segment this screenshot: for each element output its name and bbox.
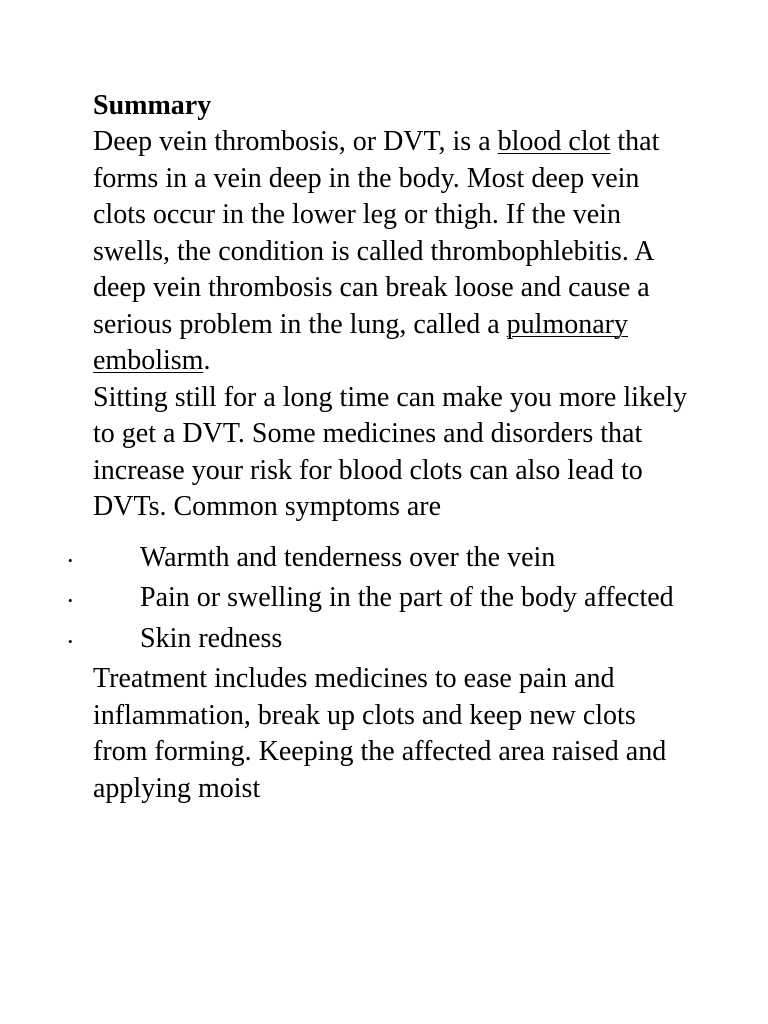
risk-paragraph: Sitting still for a long time can make you more likely to get a DVT. Some medicines and disorders that increase your risk for blood clots can also lead to DVTs. Common symptoms are (93, 381, 688, 522)
bullet-icon: • (68, 552, 73, 568)
intro-text-3: . (203, 345, 211, 376)
symptoms-list (68, 540, 693, 658)
pulmonary-embolism-link[interactable]: pulmonary embolism (93, 308, 628, 376)
intro-text-1: Deep vein thrombosis, or DVT, is a (93, 126, 498, 157)
bullet-icon: • (68, 593, 73, 608)
list-item (68, 621, 693, 658)
list-item-text: Warmth and tenderness over the vein (140, 541, 556, 573)
list-item-text: Skin redness (140, 622, 283, 654)
intro-paragraph (93, 124, 693, 380)
section-heading: Summary (93, 90, 212, 121)
treatment-paragraph: Treatment includes medicines to ease pain and inflammation, break up clots and keep new clots from forming. Keeping the affected area raised and applying moist (93, 663, 667, 804)
blood-clot-link[interactable]: blood clot (497, 126, 611, 157)
list-item (68, 540, 693, 577)
list-item-text: Pain or swelling in the part of the body affected (140, 582, 674, 613)
bullet-icon: • (68, 633, 73, 649)
list-item (68, 580, 693, 617)
intro-text-2: that forms in a vein deep in the body. Most deep vein clots occur in the lower leg or thigh. If the vein swells, the condition is called thrombophlebitis. A deep vein thrombosis can break loose and cause a serious problem in the lung, called a (93, 126, 660, 340)
document-body (68, 88, 693, 807)
